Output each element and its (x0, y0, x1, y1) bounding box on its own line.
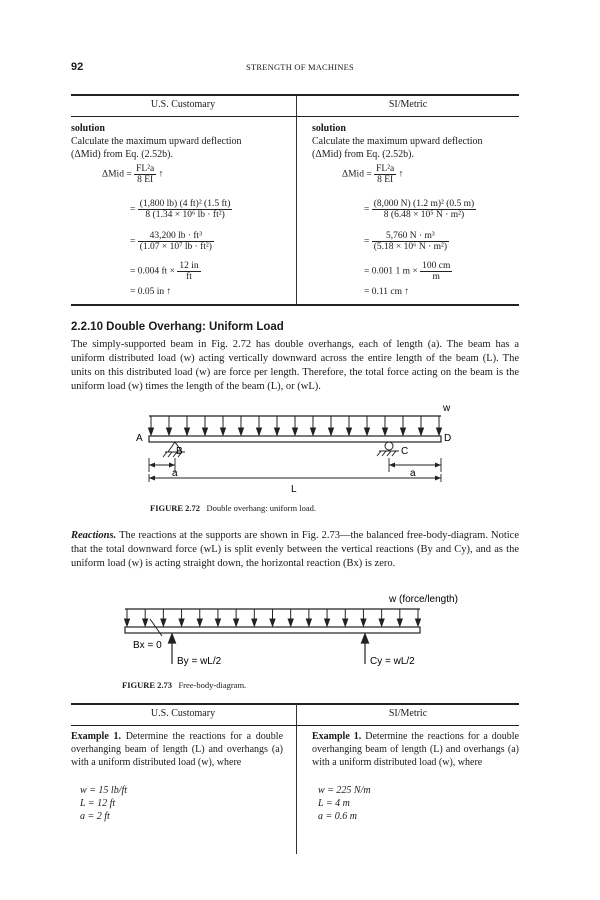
si-example: Example 1. Determine the reactions for a double overhanging beam of length (L) and overhangs (a) with a uniform distributed load (w), where (312, 731, 519, 768)
page-number: 92 (71, 61, 84, 73)
label-l: L (291, 484, 297, 495)
load-arrow-head (379, 619, 384, 626)
load-arrow-head (179, 619, 184, 626)
si-result: = 0.11 cm ↑ (364, 287, 410, 297)
us-up-arrow: ↑ (158, 169, 164, 180)
us-fraction-1: $\frac{\text{FL²a}}{8 EI}$ (136, 164, 155, 185)
reactions-paragraph: Reactions. The reactions at the supports are shown in Fig. 2.73—the balanced free-body-diagram. Notice that the total downward force (wL) is split evenly between the vertical reactions (By and Cy), and as the uniform load (w) is acting straight down, the horizontal reaction (Bx) is zero. (71, 530, 519, 569)
load-arrow-head (306, 619, 311, 626)
label-a-point: A (136, 433, 143, 444)
si-fraction-3: $\frac{\text{5,760 N · m³}}{\text{(5.18 × 10⁶ N · m²)}}$ (373, 231, 447, 252)
load-arrow-head (143, 619, 148, 626)
us-solution-text-2: (ΔMid) from Eq. (2.52b). (71, 149, 173, 160)
label-cy: Cy = wL/2 (370, 656, 415, 667)
load-arrow-head (343, 619, 348, 626)
si-solution-label: solution (312, 123, 346, 134)
fbd-load-arrows (125, 609, 421, 626)
label-c: C (401, 446, 409, 457)
us-solution-text-1: Calculate the maximum upward deflection (71, 136, 242, 147)
load-arrow-head (161, 619, 166, 626)
us-equation-4: = 0.004 ft × $\frac{12 in}{ft}$ (130, 261, 199, 282)
si-example-values: w = 225 N/m L = 4 m a = 0.6 m (318, 785, 371, 822)
us-conversion-fraction: $\frac{12 in}{ft}$ (179, 261, 199, 282)
bottom-us-header: U.S. Customary (150, 708, 216, 719)
si-conversion-fraction: $\frac{100 cm}{m}$ (422, 261, 451, 282)
load-arrow-head (197, 619, 202, 626)
label-w-force-length: w (force/length) (389, 594, 458, 605)
bottom-table-header-rule (71, 725, 519, 726)
running-head: STRENGTH OF MACHINES (246, 62, 354, 72)
us-example-values: w = 15 lb/ft L = 12 ft a = 2 ft (80, 785, 128, 822)
us-fraction-3: $\frac{\text{43,200 lb · ft³}}{\text{(1.07 × 10⁷ lb · ft²)}}$ (139, 231, 212, 252)
us-equation-3: = $\frac{\text{43,200 lb · ft³}}{\text{(1.07 × 10⁷ lb · ft²)}}$ (130, 231, 212, 252)
load-arrow-head (361, 619, 366, 626)
label-b: B (176, 446, 183, 457)
load-arrow-head (215, 619, 220, 626)
us-example: Example 1. Determine the reactions for a double overhanging beam of length (L) and overhangs (a) with a uniform distributed load (w), where (71, 731, 284, 768)
load-arrow-head (325, 619, 330, 626)
si-up-arrow: ↑ (398, 169, 404, 180)
si-lhs: ΔMid = (342, 169, 372, 180)
si-fraction-1: $\frac{\text{FL²a}}{8 EI}$ (376, 164, 395, 185)
si-equation-3: = $\frac{\text{5,760 N · m³}}{\text{(5.18 × 10⁶ N · m²)}}$ (364, 231, 447, 252)
us-fraction-2: $\frac{\text{(1,800 lb) (4 ft)² (1.5 ft)}}{\text{8 (1.34 × 10⁶ lb · ft²)}}$ (139, 199, 231, 220)
label-by: By = wL/2 (177, 656, 222, 667)
label-d: D (444, 433, 452, 444)
load-arrow-head (288, 619, 293, 626)
us-column-header: U.S. Customary (150, 99, 216, 110)
load-arrow-head (397, 619, 402, 626)
figure-2-73-caption: FIGURE 2.73 Free-body-diagram. (122, 680, 247, 690)
us-equation-2: = $\frac{\text{(1,800 lb) (4 ft)² (1.5 ft)}}{\text{8 (1.34 × 10⁶ lb · ft²)}}$ (130, 199, 231, 220)
bottom-table-top-rule (71, 703, 519, 705)
si-equation-2: = $\frac{\text{(8,000 N) (1.2 m)² (0.5 m)}}{\text{8 (6.48 × 10⁵ N · m²)}}$ (364, 199, 475, 220)
figure-2-72-caption: FIGURE 2.72 Double overhang: uniform load. (150, 503, 316, 513)
load-arrow-head (234, 619, 239, 626)
label-a-left: a (172, 468, 178, 479)
bottom-si-header: SI/Metric (388, 708, 428, 719)
load-arrow-head (416, 619, 421, 626)
section-title: 2.2.10 Double Overhang: Uniform Load (71, 321, 284, 333)
si-fraction-2: $\frac{\text{(8,000 N) (1.2 m)² (0.5 m)}}{\text{8 (6.48 × 10⁵ N · m²)}}$ (373, 199, 475, 220)
si-solution-text-2: (ΔMid) from Eq. (2.52b). (312, 149, 414, 160)
si-equation-4: = 0.001 1 m × $\frac{100 cm}{m}$ (364, 261, 451, 282)
load-arrow-head (270, 619, 275, 626)
label-w: w (443, 403, 451, 414)
si-solution-text-1: Calculate the maximum upward deflection (312, 136, 483, 147)
us-lhs: ΔMid = (102, 169, 132, 180)
label-a-right: a (410, 468, 416, 479)
load-arrow-head (252, 619, 257, 626)
section-paragraph: The simply-supported beam in Fig. 2.72 has double overhangs, each of length (a). The beam has a uniform distributed load (w) acting vertically downward across the entire length of the beam (L). The units on this distributed load (w) are force per length. Therefore, the total force acting on the beam is the uniform load (w) times the length of the beam (L), or (wL). (71, 339, 519, 392)
fbd-beam (125, 627, 420, 633)
us-result: = 0.05 in ↑ (130, 287, 172, 297)
load-arrow-head (125, 619, 130, 626)
label-bx: Bx = 0 (133, 640, 162, 651)
us-solution-label: solution (71, 123, 105, 134)
bottom-column-divider (296, 704, 297, 854)
si-column-header: SI/Metric (388, 99, 428, 110)
